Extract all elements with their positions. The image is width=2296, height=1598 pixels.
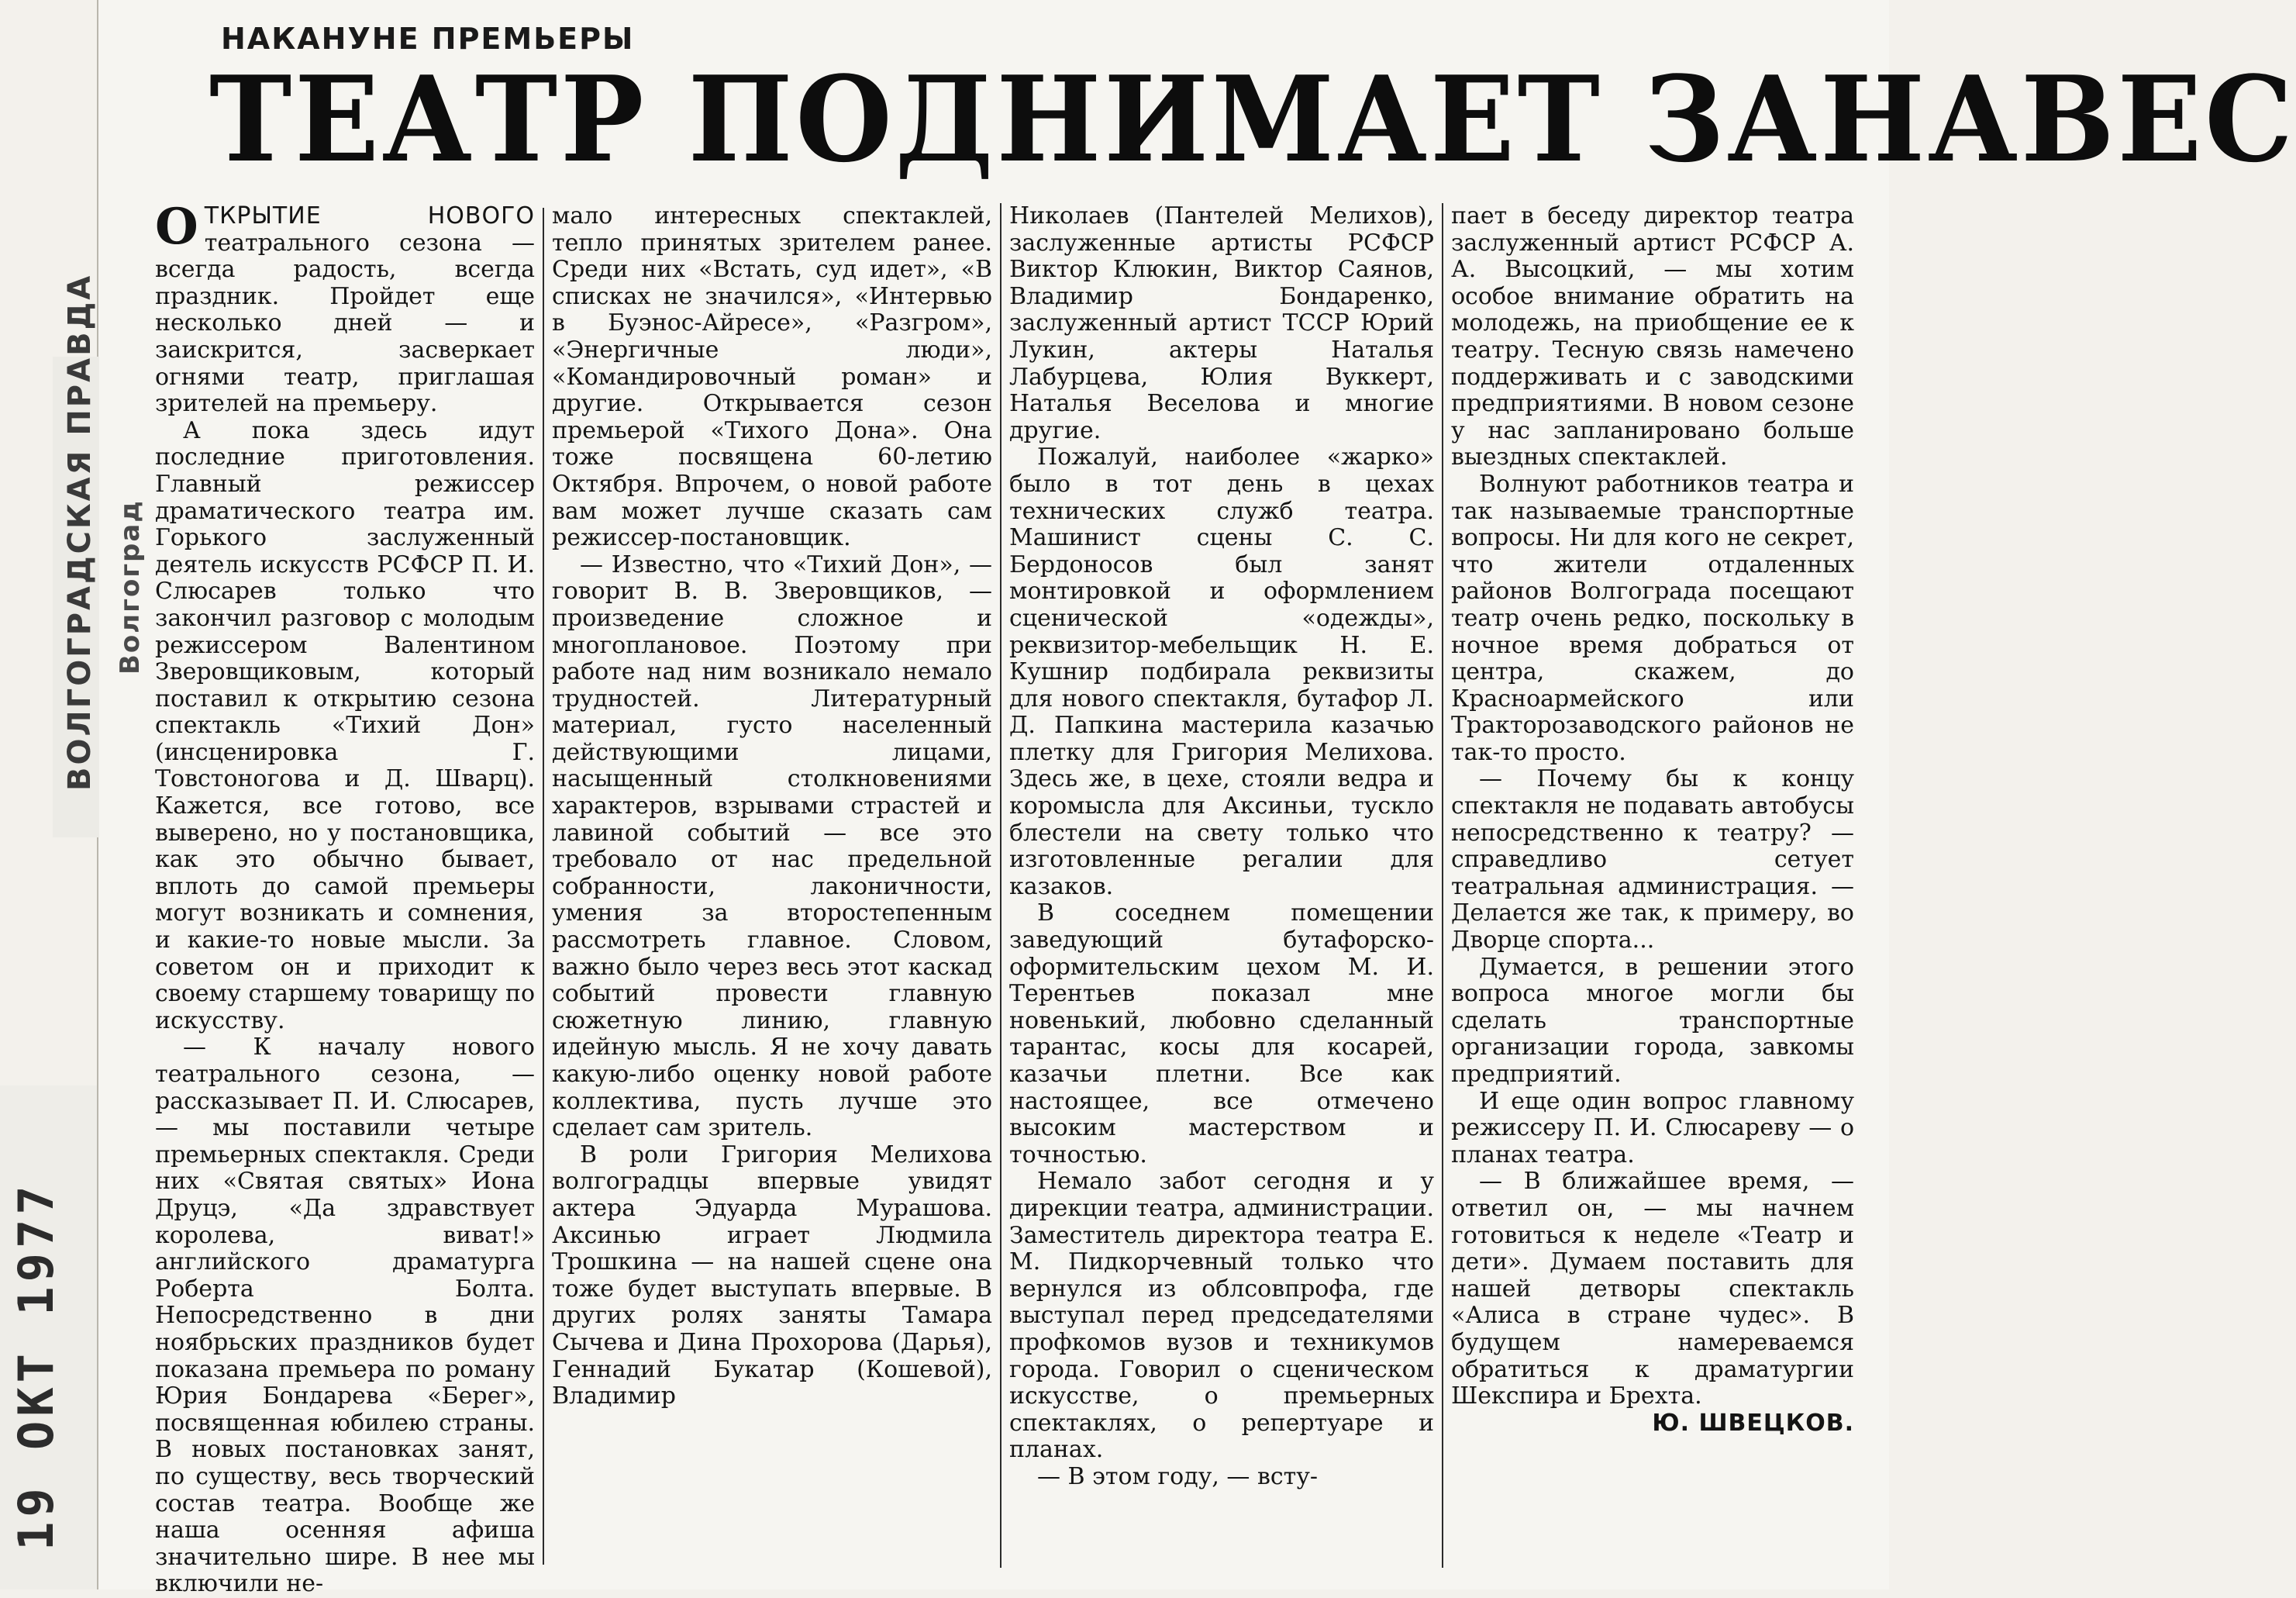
article-column-2 (552, 203, 992, 1568)
column-4-paragraph-6: — В ближайшее время, — ответил он, — мы начнем готовиться к неделе «Театр и дети». Думаем поставить для нашей детворы спектакль «Алиса в стране чудес». В будущем намереваемся обратиться к драматургии Шекспира и Брехта. (1451, 1168, 1854, 1410)
column-rule (543, 208, 544, 1565)
column-4-paragraph-5: И еще один вопрос главному режиссеру П. И. Слюсареву — о планах театра. (1451, 1087, 1854, 1168)
column-1-paragraph-3: — К началу нового театрального сезона, — рассказывает П. И. Слюсарев, — мы поставили четыре премьерных спектакля. Среди них «Святая святых» Иона Друцэ, «Да здравствует королева, виват!» английского драматурга Роберта Болта. Непосредственно в дни ноябрьских праздников будет показана премьера по роману Юрия Бондарева «Берег», посвященная юбилею страны. В новых постановках занят, по существу, весь творческий состав театра. Вообще же наша осенняя афиша значительно шире. В нее мы включили не- (155, 1034, 535, 1598)
kicker-rubric: НАКАНУНЕ ПРЕМЬЕРЫ (221, 22, 635, 56)
drop-cap: О (155, 198, 198, 256)
column-1-paragraph-1 (155, 198, 535, 418)
article-column-3 (1009, 203, 1434, 1568)
column-4-paragraph-3: — Почему бы к концу спектакля не подавать автобусы непосредственно к театру? — справедливо сетует театральная администрация. — Делается же так, к примеру, во Дворце спорта... (1451, 765, 1854, 954)
newspaper-name-stamp: ВОЛГОГРАДСКАЯ ПРАВДА (62, 273, 98, 791)
column-3-paragraph-3: В соседнем помещении заведующий бутафорско-оформительским цехом М. И. Терентьев показал мне новенький, любовно сделанный тарантас, косы для косарей, казачьи плетни. Все как настоящее, все отмечено высоким мастерством и точностью. (1009, 899, 1434, 1168)
author-signature: Ю. ШВЕЦКОВ. (1652, 1409, 1854, 1437)
column-4-paragraph-4: Думается, в решении этого вопроса многое могли бы сделать транспортные организации города, завкомы предприятий. (1451, 953, 1854, 1088)
city-stamp: Волгоград (115, 499, 146, 675)
column-3-paragraph-4: Немало забот сегодня и у дирекции театра, администрации. Заместитель директора театра Е. М. Пидкорчевный только что вернулся из облсовпрофа, где выступал перед председателями профкомов вузов и техникумов города. Говорил о сценическом искусстве, о премьерных спектаклях, о репертуаре и планах. (1009, 1168, 1434, 1464)
column-2-paragraph-3: В роли Григория Мелихова волгоградцы впервые увидят актера Эдуарда Мурашова. Аксинью играет Людмила Трошкина — на нашей сцене она тоже будет выступать впервые. В других ролях заняты Тамара Сычева и Дина Прохорова (Дарья), Геннадий Букатар (Кошевой), Владимир (552, 1141, 992, 1410)
column-2-paragraph-2: — Известно, что «Тихий Дон», — говорит В. В. Зверовщиков, — произведение сложное и многоплановое. Поэтому при работе над ним возникало немало трудностей. Литературный материал, густо населенный действующими лицами, насыщенный столкновениями характеров, взрывами страстей и лавиной событий — все это требовало от нас предельной собранности, лаконичности, умения за второстепенным рассмотреть главное. Словом, важно было через весь этот каскад событий провести главную сюжетную линию, главную идейную мысль. Я не хочу давать какую-либо оценку новой работе коллектива, пусть лучше это сделает сам зритель. (552, 550, 992, 1142)
column-2-paragraph-1: мало интересных спектаклей, тепло принятых зрителем ранее. Среди них «Встать, суд идет», «В списках не значился», «Интервью в Буэнос-Айресе», «Разгром», «Энергичные люди», «Командировочный роман» и другие. Открывается сезон премьерой «Тихого Дона». Она тоже посвящена 60-летию Октября. Впрочем, о новой работе вам может лучше сказать сам режиссер-постановщик. (552, 202, 992, 552)
column-1-paragraph-2: А пока здесь идут последние приготовления. Главный режиссер драматического театра им. Горького заслуженный деятель искусств РСФСР П. И. Слюсарев только что закончил разговор с молодым режиссером Валентином Зверовщиковым, который поставил к открытию сезона спектакль «Тихий Дон» (инсценировка Г. Товстоногова и Д. Шварц). Кажется, все готово, все выверено, но у постановщика, как это обычно бывает, вплоть до самой премьеры могут возникать и сомнения, и какие-то новые мысли. За советом он и приходит к своему старшему товарищу по искусству. (155, 416, 535, 1034)
column-3-paragraph-5: — В этом году, — всту- (1037, 1462, 1319, 1490)
article-column-4 (1451, 203, 1854, 1568)
column-4-paragraph-1: пает в беседу директор театра заслуженный артист РСФСР А. А. Высоцкий, — мы хотим особое внимание обратить на молодежь, на приобщение ее к театру. Тесную связь намечено поддерживать и с заводскими предприятиями. В новом сезоне у нас запланировано больше выездных спектаклей. (1451, 202, 1854, 471)
column-3-paragraph-1: Николаев (Пантелей Мелихов), заслуженные артисты РСФСР Виктор Клюкин, Виктор Саянов, Владимир Бондаренко, заслуженный артист ТССР Юрий Лукин, актеры Наталья Лабурцева, Юлия Вуккерт, Наталья Веселова и многие другие. (1009, 202, 1434, 444)
column-4-paragraph-2: Волнуют работников театра и так называемые транспортные вопросы. Ни для кого не секрет, что жители отдаленных районов Волгограда посещают театр очень редко, поскольку в ночное время добраться от центра, скажем, до Красноармейского или Тракторозаводского районов не так-то просто. (1451, 470, 1854, 766)
column-3-paragraph-2: Пожалуй, наиболее «жарко» было в тот день в цехах технических служб театра. Машинист сцены С. С. Бердоносов был занят монтировкой и оформлением сценической «одежды», реквизитор-мебельщик Н. Е. Кушнир подбирала реквизиты для нового спектакля, бутафор Л. Д. Папкина мастерила казачью плетку для Григория Мелихова. Здесь же, в цехе, стояли ведра и коромысла для Аксиньи, тускло блестели на свету только что изготовленные регалии для казаков. (1009, 444, 1434, 900)
headline: ТЕАТР ПОДНИМАЕТ ЗАНАВЕС (209, 50, 2296, 188)
article-column-1 (155, 198, 535, 1598)
lead-in: ТКРЫТИЕ НОВОГО (204, 202, 535, 230)
column-rule (1442, 203, 1443, 1568)
paragraph-text: театрального сезона — всегда радость, всегда праздник. Пройдет еще несколько дней — и заискрится, засверкает огнями театр, приглашая зрителей на премьеру. (155, 229, 535, 418)
date-stamp: 19 ОКТ 1977 (8, 1181, 64, 1551)
column-rule (1000, 203, 1001, 1568)
